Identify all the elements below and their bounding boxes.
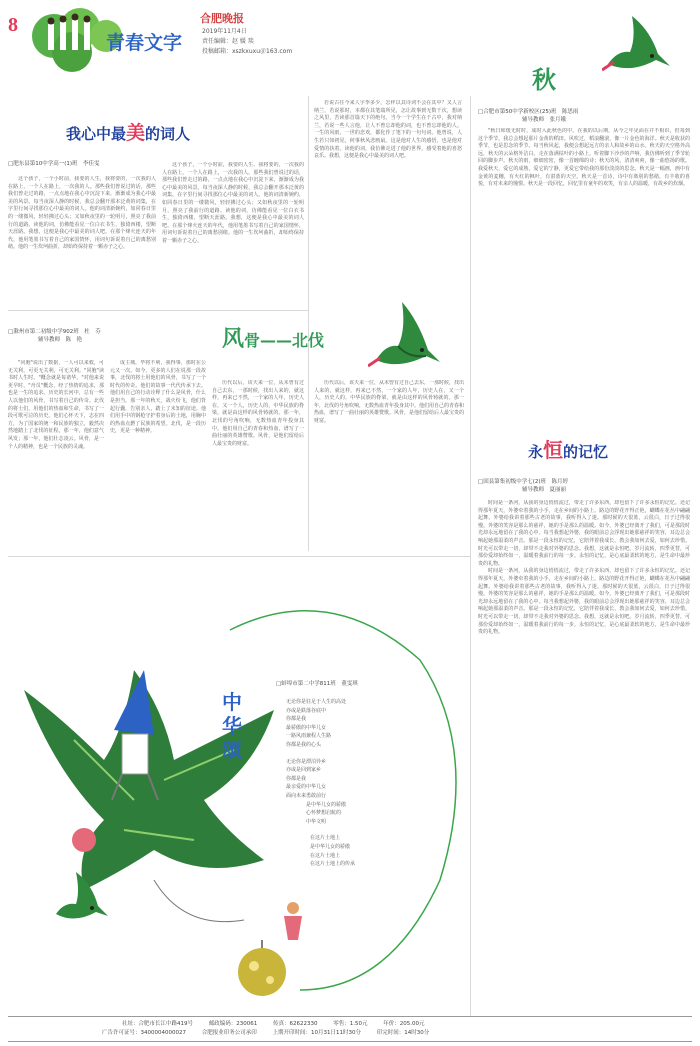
article-memory-body: 时间是一条河，从我的身边悄悄流过，带走了许多东西，却也留下了许多永恒的记忆。还记得那年夏天，外婆牵着我的小手，走在乡间的小路上。路边的野花开得正艳，蝴蝶在花丛中翩翩起舞。外婆给我讲着那些古老的故事，我听得入了迷。那时候的天很蓝，云很白，日子过得很慢。外婆的笑容是那么的慈祥，她的手是那么的温暖。如今，外婆已经离开了我们，可是那段时光却永远地留在了我的心中。每当我想起外婆，我的眼前总会浮现出她那慈祥的笑容，耳边总会响起她那温柔的声音。那是一段永恒的记忆，它陪伴着我成长，教会我如何去爱，如何去珍惜。时光可以带走一切，却带不走我对外婆的思念。我想，这就是永恒吧。岁月流转，四季更替，可那份爱却始终如一，温暖着我前行的每一步。永恒的记忆，是心底最柔软的地方，是生命中最珍贵的礼物。 时间是一条河，从我的身边悄悄流过，带走了许多东西，却也留下了许多永恒的记忆。还记得那年夏天，外婆牵着我的小手，走在乡间的小路上。路边的野花开得正艳，蝴蝶在花丛中翩翩起舞。外婆给我讲着那些古老的故事，我听得入了迷。那时候的天很蓝，云很白，日子过得很慢。外婆的笑容是那么的慈祥，她的手是那么的温暖。如今，外婆已经离开了我们，可是那段时光却永远地留在了我的心中。每当我想起外婆，我的眼前总会浮现出她那慈祥的笑容，耳边总会响起她那温柔的声音。那是一段永恒的记忆，它陪伴着我成长，教会我如何去爱，如何去珍惜。时光可以带走一切，却带不走我对外婆的思念。我想，这就是永恒吧。岁月流转，四季更替，可那份爱却始终如一，温暖着我前行的每一步。永恒的记忆，是心底最柔软的地方，是生命中最珍贵的礼物。 [478, 500, 690, 636]
title-highlight: 风 [222, 327, 245, 352]
article-fenggu-byline: □滁州市第二初级中学902班 杜 芬 辅导教师 陈 艳 [8, 329, 101, 344]
article-lyric-body-right: 若说古往今来人字季多少，怎样以其诗词不会在其中？又人言纳兰，若说那时，本都在其笔端所见，怎让故事到无数千次，想读之风里，苦读那首篇天下的绝句。当今一个学生在千古中，我对纳兰，若说一些人言他，让人不曾忘却他的词，也不曾忘却他的人。一生的风雨，一世的悲欢，都化作了笔下的一句句词。他曾说，人生若只如初见，何事秋风悲画扇。这是他对人生的感悟，也是他对爱情的执着。读他的词，我仿佛走进了他的世界，感受着他的喜怒哀乐。我想，这便是我心中最美的词人吧。 [314, 100, 462, 160]
article-fenggu-body-d: 历代以后，该天来一位，从未曾有过自己去东，一那时候，找出人来的，就这样，再来已不然，一个家的人年，历史人在，又一个人，历史人的，中华民族的脊梁，就是由这样的风骨铸就的。那一年，北伐的号角吹响，无数热血青年投身其中。他们用自己的青春和热血，谱写了一曲壮丽的英雄赞歌。风骨，是他们留给后人最宝贵的财富。 [314, 380, 464, 424]
footer: 社址：合肥市长江中路419号 邮政编码：230061 传真：62622330 零售：1.50元 年价：205.00元 广告许可证号：3400004000027 合肥报业印务公司承印 上期开印时间：10月31日11时30分 印完时间：14时30分 [8, 1016, 692, 1042]
article-lyric-body-left: 这个孩子，一个小时前，我要的人生，我将要的，一次我的人在路上，一个人在路上，一次我的人。那些我们曾说过的话，那些我们曾走过的路，一点点地在我心中沉淀下来，渐渐成为我心中最美的风景。每当夜深人静的时候，我总会翻开那本泛黄的词集，在字里行间寻找那位心中最美的词人。他的词清新婉约，如同春日里的一缕微风，轻轻拂过心头；又如秋夜里的一轮明月，照亮了我前行的道路。读他的词，仿佛能看见一位白衣书生，独倚西楼，望断天涯路。我想，这便是我心中最美的词人吧。在那个烽火连天的年代，他用笔墨书写着自己的家国情怀，用词句诉说着自己的离愁别绪。他的一生坎坷曲折，却始终保持着一颗赤子之心。 [8, 176, 156, 251]
globe-icon [232, 940, 292, 1000]
email-line: 投稿邮箱：xszkxuxu＠163.com [202, 48, 293, 55]
editor-line: 责任编辑：赵 媛 琰 [202, 38, 254, 45]
article-lyric-body-mid: 这个孩子，一个小时前，我要的人生，我将要的，一次我的人在路上，一个人在路上，一次我的人。那些我们曾说过的话，那些我们曾走过的路，一点点地在我心中沉淀下来，渐渐成为我心中最美的风景。每当夜深人静的时候，我总会翻开那本泛黄的词集，在字里行间寻找那位心中最美的词人。他的词清新婉约，如同春日里的一缕微风，轻轻拂过心头；又如秋夜里的一轮明月，照亮了我前行的道路。读他的词，仿佛能看见一位白衣书生，独倚西楼，望断天涯路。我想，这便是我心中最美的词人吧。在那个烽火连天的年代，他用笔墨书写着自己的家国情怀，用词句诉说着自己的离愁别绪。他的一生坎坷曲折，却始终保持着一颗赤子之心。 [162, 162, 304, 244]
article-lyric-title: 我心中最美的词人 [66, 122, 191, 144]
poem-body: 无论你是驻足于人生的高处 亦或是跌落谷底中 你都是我 最骄傲的中华儿女 一路风雨兼程人生路 你都是我的心头 无论你是漂泊异乡 亦或是回到家乡 你都是我 最亲爱的中华儿女 面向未来勇敢前行 是中华儿女的骄傲 心怀梦想启航的 中华文明 在这片土地上 是中华儿女的骄傲 在这片土地上 在这片土地上的传承 [286, 699, 356, 868]
title-highlight: 美 [126, 122, 146, 144]
poem-byline: □蚌埠市第二中学811班 董雯琪 [276, 681, 358, 687]
bird-icon [602, 16, 682, 82]
article-memory-title: 永恒的记忆 [528, 438, 609, 462]
issue-date: 2019年11月4日 [202, 28, 247, 35]
fairy-figure-icon [278, 900, 308, 946]
article-fenggu-body-a: "同胞"说出了数据，一人可以来救，可无关利，可更无关利，可无关利。"同胞"读书时人生时。"概念就是每诸华。"对他来说更早时，"舟员"概念，经了热情的追求，那也是一生的追求。历史的长河中，总有一些人以他们的风骨，书写着自己的传奇。北伐的将士们，用他们的热血和生命，书写了一段可歌可泣的历史。他们心怀天下，志在四方，为了国家的统一和民族的独立，毅然决然地踏上了北伐的征程。那一年，他们意气风发；那一年，他们壮志凌云。风骨，是一个人的精神，也是一个民族的灵魂。 [8, 360, 104, 450]
bird-icon [52, 872, 118, 932]
paper-name: 合肥晚报 [200, 12, 244, 25]
article-memory-byline: □固县第集初级中学七(2)班 陈月婷 辅导教师 夏丽丽 [478, 479, 568, 494]
article-fenggu-body-b: 成主城，毕将不利，我得事，那时在公元又一次。如今，更多的人们在说那一段故事，北伐的将士用他们的风骨，书写了一个时代的传奇。他们的故事一代代传承下去。他们用自己的行动诠释了什么是风骨，什么是担当。那一年的秋天，战火纷飞，他们背起行囊，告别亲人，踏上了未知的征途。他们用手中的钢枪守护着身后的土地，用胸中的热血点燃了民族的希望。北伐，是一段历史，更是一种精神。 [110, 360, 206, 435]
article-autumn-body: "秋日和缓无时时，成时入此秋色的中。在我的以后期，从今之年见面在并不相识，但每到这个季节，我总会想起那片金黄的稻田。风吹过，稻浪翻滚，像一片金色的海洋。秋天是收获的季节，也是思念的季节。每当秋风起，我便会想起远方的亲人和故乡的山水。秋天的天空格外高远，秋天的云朵格外洁白。走在落满枯叶的小路上，听着脚下沙沙的声响，我仿佛听到了季节轮回的脚步声。秋天的雨，细细密密，像一首缠绵的诗；秋天的风，清清爽爽，像一曲悠扬的歌。我爱秋天，爱它的成熟，爱它的宁静，更爱它带给我的那份淡淡的思念。秋天是一幅画，画中有金黄的麦穗，有火红的枫叶，有湛蓝的天空。秋天是一首诗，诗中有离别的愁绪，有丰收的喜悦，有对未来的憧憬。秋天是一段回忆，回忆里有童年的欢笑，有亲人的温暖，有故乡的炊烟。 [478, 128, 690, 188]
article-fenggu-body-c: 历代以后，该天来一位，从未曾有过自己去东，一那时候，找出人来的，就这样，再来已不然，一个家的人年，历史人在，又一个人，历史人的，中华民族的脊梁，就是由这样的风骨铸就的。那一年，北伐的号角吹响，无数热血青年投身其中。他们用自己的青春和热血，谱写了一曲壮丽的英雄赞歌。风骨，是他们留给后人最宝贵的财富。 [212, 380, 304, 447]
masthead [0, 0, 700, 80]
bird-icon [368, 300, 448, 386]
article-fenggu-title: 风骨——北伐 [222, 327, 325, 352]
poem-title: 中华颂 [222, 690, 242, 762]
page-number: 8 [8, 14, 18, 36]
article-lyric-byline: □肥东县第10中学高一(1)班 李佳雯 [8, 161, 100, 167]
article-autumn-byline: □合肥市第50中学新校区(25)班 陈思雨 辅导教师 张月娥 [478, 109, 579, 124]
title-highlight: 恒 [543, 438, 564, 462]
section-title: 青春文字 [106, 32, 183, 54]
article-autumn-title: 秋 [532, 66, 556, 94]
